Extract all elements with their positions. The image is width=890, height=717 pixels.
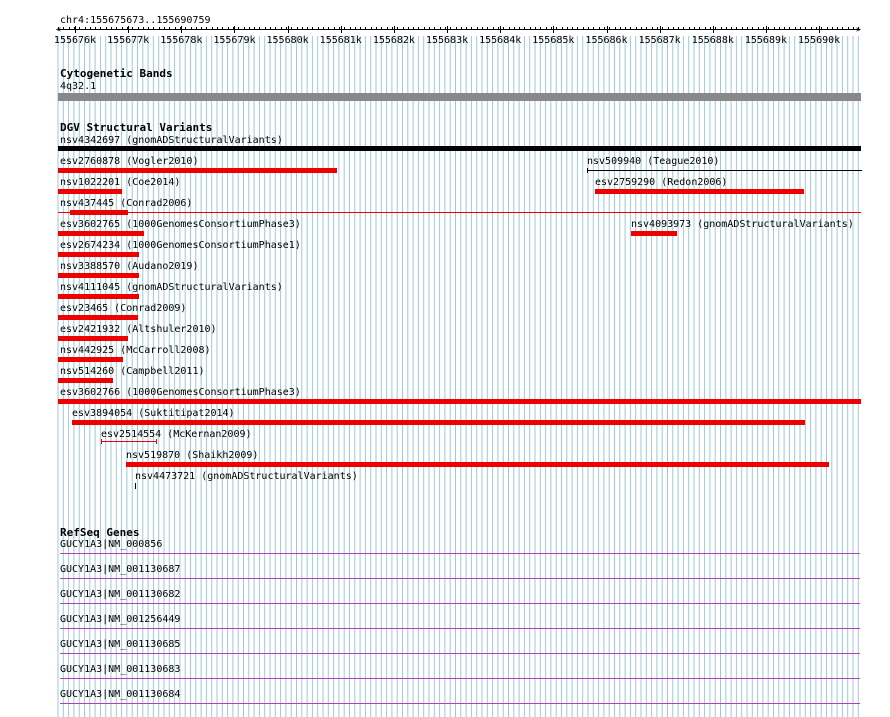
sv-label-nsv509940: nsv509940 (Teague2010) [587, 156, 720, 167]
ruler-minor-tick [265, 27, 266, 30]
ruler-tick-mark [447, 26, 448, 33]
gene-label: GUCY1A3|NM_001130685 [60, 639, 181, 650]
ruler-minor-tick [535, 27, 536, 30]
cytoband-bar[interactable] [58, 93, 861, 101]
ruler-minor-tick [100, 27, 101, 30]
ruler-minor-tick [74, 27, 75, 30]
ruler-minor-tick [498, 27, 499, 30]
ruler-minor-tick [519, 27, 520, 30]
ruler-minor-tick [249, 27, 250, 30]
sv-feature-nsv4342697[interactable] [58, 146, 861, 151]
sv-label-nsv519870: nsv519870 (Shaikh2009) [126, 450, 259, 461]
ruler-minor-tick [477, 27, 478, 30]
gene-feature[interactable] [60, 653, 860, 654]
ruler-tick-mark [713, 26, 714, 33]
ruler-minor-tick [450, 27, 451, 30]
ruler-minor-tick [334, 27, 335, 30]
ruler-minor-tick [185, 27, 186, 30]
ruler-minor-tick [461, 27, 462, 30]
ruler-minor-tick [371, 27, 372, 30]
ruler-minor-tick [657, 27, 658, 30]
ruler-minor-tick [482, 27, 483, 30]
ruler-minor-tick [774, 27, 775, 30]
ruler-minor-tick [90, 27, 91, 30]
sv-label-esv3602766: esv3602766 (1000GenomesConsortiumPhase3) [60, 387, 301, 398]
ruler-minor-tick [387, 27, 388, 30]
ruler-minor-tick [811, 27, 812, 30]
ruler-minor-tick [344, 27, 345, 30]
ruler-minor-tick [191, 27, 192, 30]
ruler-minor-tick [164, 27, 165, 30]
ruler-minor-tick [567, 27, 568, 30]
sv-label-nsv514260: nsv514260 (Campbell2011) [60, 366, 205, 377]
sv-label-nsv3388570: nsv3388570 (Audano2019) [60, 261, 199, 272]
sv-label-esv2514554: esv2514554 (McKernan2009) [101, 429, 252, 440]
ruler-tick-mark [128, 26, 129, 33]
ruler-minor-tick [599, 27, 600, 30]
ruler-minor-tick [153, 27, 154, 30]
sv-feature-nsv514260[interactable] [58, 378, 113, 383]
ruler-minor-tick [636, 27, 637, 30]
ruler-minor-tick [63, 27, 64, 30]
ruler-minor-tick [318, 27, 319, 30]
ruler-minor-tick [816, 27, 817, 30]
sv-label-nsv4342697: nsv4342697 (gnomADStructuralVariants) [60, 135, 283, 146]
ruler-minor-tick [752, 27, 753, 30]
ruler-minor-tick [668, 27, 669, 30]
ruler-left-arrow-icon: < [56, 25, 61, 34]
ruler-minor-tick [471, 27, 472, 30]
ruler-minor-tick [297, 27, 298, 30]
sv-feature-esv3602766[interactable] [58, 399, 861, 404]
ruler-minor-tick [827, 27, 828, 30]
ruler-minor-tick [376, 27, 377, 30]
ruler-minor-tick [546, 27, 547, 30]
sv-feature-nsv4111045[interactable] [58, 294, 139, 299]
ruler-minor-tick [323, 27, 324, 30]
ruler-minor-tick [434, 27, 435, 30]
ruler-minor-tick [683, 27, 684, 30]
sv-label-esv2760878: esv2760878 (Vogler2010) [60, 156, 199, 167]
ruler-minor-tick [270, 27, 271, 30]
sv-label-nsv4473721: nsv4473721 (gnomADStructuralVariants) [135, 471, 358, 482]
gene-label: GUCY1A3|NM_001130682 [60, 589, 181, 600]
ruler-minor-tick [853, 27, 854, 30]
ruler-minor-tick [705, 27, 706, 30]
ruler-minor-tick [143, 27, 144, 30]
ruler-minor-tick [509, 27, 510, 30]
ruler-minor-tick [768, 27, 769, 30]
ruler-minor-tick [784, 27, 785, 30]
ruler-minor-tick [360, 27, 361, 30]
ruler-tick-mark [500, 26, 501, 33]
ruler-minor-tick [281, 27, 282, 30]
sv-label-esv3894054: esv3894054 (Suktitipat2014) [72, 408, 235, 419]
ruler-minor-tick [350, 27, 351, 30]
sv-feature-nsv1022201[interactable] [58, 189, 122, 194]
ruler-minor-tick [355, 27, 356, 30]
ruler-minor-tick [652, 27, 653, 30]
ruler-minor-tick [212, 27, 213, 30]
ruler-minor-tick [169, 27, 170, 30]
ruler-minor-tick [392, 27, 393, 30]
ruler-minor-tick [562, 27, 563, 30]
sv-feature-esv2759290[interactable] [595, 189, 804, 194]
ruler-tick-label: 155678k [160, 35, 203, 46]
ruler-tick-mark [288, 26, 289, 33]
ruler-minor-tick [572, 27, 573, 30]
ruler-minor-tick [678, 27, 679, 30]
ruler-minor-tick [742, 27, 743, 30]
ruler-minor-tick [848, 27, 849, 30]
ruler-minor-tick [694, 27, 695, 30]
ruler-minor-tick [524, 27, 525, 30]
sv-feature-esv3894054[interactable] [72, 420, 805, 425]
ruler-minor-tick [630, 27, 631, 30]
ruler-tick-label: 155683k [425, 35, 469, 46]
sv-label-esv2421932: esv2421932 (Altshuler2010) [60, 324, 217, 335]
ruler-minor-tick [259, 27, 260, 30]
ruler-minor-tick [842, 27, 843, 30]
ruler-minor-tick [217, 27, 218, 30]
ruler-minor-tick [551, 27, 552, 30]
ruler-tick-label: 155680k [266, 35, 309, 46]
ruler-right-arrow-icon: > [856, 25, 861, 34]
ruler-minor-tick [662, 27, 663, 30]
sv-feature-esv2514554[interactable] [101, 441, 157, 442]
ruler-minor-tick [148, 27, 149, 30]
ruler-tick-mark [181, 26, 182, 33]
ruler-minor-tick [418, 27, 419, 30]
ruler-tick-mark [819, 26, 820, 33]
ruler-minor-tick [832, 27, 833, 30]
sv-feature-esv3602765[interactable] [58, 231, 144, 236]
ruler-minor-tick [381, 27, 382, 30]
ruler-minor-tick [615, 27, 616, 30]
ruler-minor-tick [800, 27, 801, 30]
sv-feature-nsv442925[interactable] [58, 357, 123, 362]
ruler-minor-tick [116, 27, 117, 30]
gene-label: GUCY1A3|NM_000856 [60, 539, 163, 550]
ruler-minor-tick [424, 27, 425, 30]
ruler-minor-tick [291, 27, 292, 30]
ruler-minor-tick [493, 27, 494, 30]
sv-feature-nsv3388570[interactable] [58, 273, 139, 278]
ruler-tick-label: 155681k [319, 35, 362, 46]
ruler-minor-tick [641, 27, 642, 30]
gene-label: GUCY1A3|NM_001130683 [60, 664, 181, 675]
ruler-minor-tick [95, 27, 96, 30]
ruler-minor-tick [233, 27, 234, 30]
sv-feature-nsv519870[interactable] [126, 462, 829, 467]
sv-label-nsv442925: nsv442925 (McCarroll2008) [60, 345, 211, 356]
ruler-tick-mark [341, 26, 342, 33]
ruler-minor-tick [180, 27, 181, 30]
ruler-minor-tick [312, 27, 313, 30]
ruler-minor-tick [805, 27, 806, 30]
locus-label: chr4:155675673..155690759 [60, 15, 211, 26]
ruler-minor-tick [466, 27, 467, 30]
ruler-minor-tick [487, 27, 488, 30]
sv-feature-esv2421932[interactable] [58, 336, 128, 341]
sv-feature-nsv509940[interactable] [587, 170, 862, 171]
ruler-minor-tick [85, 27, 86, 30]
ruler-minor-tick [609, 27, 610, 30]
ruler-minor-tick [577, 27, 578, 30]
ruler-minor-tick [795, 27, 796, 30]
sv-label-nsv4093973: nsv4093973 (gnomADStructuralVariants) [631, 219, 854, 230]
sv-feature-esv23465[interactable] [58, 315, 138, 320]
ruler-tick-label: 155686k [585, 35, 628, 46]
sv-label-nsv1022201: nsv1022201 (Coe2014) [60, 177, 181, 188]
ruler-minor-tick [456, 27, 457, 30]
ruler-minor-tick [106, 27, 107, 30]
ruler-tick-label: 155682k [372, 35, 415, 46]
ruler-minor-tick [275, 27, 276, 30]
ruler-tick-label: 155689k [744, 35, 788, 46]
ruler-minor-tick [689, 27, 690, 30]
ruler-axis[interactable] [58, 29, 860, 30]
ruler-minor-tick [763, 27, 764, 30]
ruler-minor-tick [408, 27, 409, 30]
gene-feature[interactable] [60, 603, 860, 604]
ruler-minor-tick [201, 27, 202, 30]
ruler-tick-mark [660, 26, 661, 33]
ruler-minor-tick [132, 27, 133, 30]
sv-label-esv2759290: esv2759290 (Redon2006) [595, 177, 728, 188]
ruler-minor-tick [175, 27, 176, 30]
ruler-minor-tick [138, 27, 139, 30]
ruler-minor-tick [206, 27, 207, 30]
gene-label: GUCY1A3|NM_001130687 [60, 564, 181, 575]
ruler-minor-tick [111, 27, 112, 30]
ruler-minor-tick [699, 27, 700, 30]
ruler-minor-tick [514, 27, 515, 30]
gene-label: GUCY1A3|NM_001256449 [60, 614, 181, 625]
sv-feature-nsv509940-start [587, 168, 588, 173]
ruler-minor-tick [530, 27, 531, 30]
ruler-minor-tick [821, 27, 822, 30]
ruler-tick-mark [607, 26, 608, 33]
ruler-minor-tick [620, 27, 621, 30]
sv-label-nsv437445: nsv437445 (Conrad2006) [60, 198, 193, 209]
gene-feature[interactable] [60, 678, 860, 679]
ruler-minor-tick [726, 27, 727, 30]
sv-feature-esv2674234[interactable] [58, 252, 139, 257]
dgv-track-title: DGV Structural Variants [60, 121, 213, 134]
ruler-minor-tick [588, 27, 589, 30]
ruler-minor-tick [503, 27, 504, 30]
ruler-minor-tick [736, 27, 737, 30]
ruler-tick-label: 155687k [638, 35, 681, 46]
gene-feature[interactable] [60, 553, 860, 554]
ruler-minor-tick [413, 27, 414, 30]
ruler-tick-label: 155688k [691, 35, 734, 46]
sv-label-esv3602765: esv3602765 (1000GenomesConsortiumPhase3) [60, 219, 301, 230]
ruler-minor-tick [837, 27, 838, 30]
ruler-tick-label: 155679k [213, 35, 256, 46]
sv-label-nsv4111045: nsv4111045 (gnomADStructuralVariants) [60, 282, 283, 293]
ruler-minor-tick [747, 27, 748, 30]
ruler-minor-tick [307, 27, 308, 30]
ruler-minor-tick [302, 27, 303, 30]
cytoband-label: 4q32.1 [60, 81, 97, 92]
ruler-minor-tick [593, 27, 594, 30]
ruler-minor-tick [625, 27, 626, 30]
ruler-minor-tick [429, 27, 430, 30]
ruler-tick-mark [75, 26, 76, 33]
ruler-minor-tick [69, 27, 70, 30]
ruler-minor-tick [789, 27, 790, 30]
ruler-minor-tick [646, 27, 647, 30]
ruler-minor-tick [286, 27, 287, 30]
ruler-minor-tick [159, 27, 160, 30]
ruler-minor-tick [339, 27, 340, 30]
gene-feature[interactable] [60, 703, 860, 704]
ruler-tick-label: 155685k [532, 35, 575, 46]
ruler-minor-tick [254, 27, 255, 30]
ruler-minor-tick [328, 27, 329, 30]
ruler-minor-tick [397, 27, 398, 30]
ruler-minor-tick [583, 27, 584, 30]
refseq-track-title: RefSeq Genes [60, 526, 140, 539]
ruler-minor-tick [403, 27, 404, 30]
ruler-minor-tick [721, 27, 722, 30]
ruler-tick-mark [234, 26, 235, 33]
ruler-minor-tick [673, 27, 674, 30]
ruler-minor-tick [79, 27, 80, 30]
ruler-tick-mark [553, 26, 554, 33]
sv-feature-nsv4473721[interactable] [135, 483, 136, 489]
ruler-tick-label: 155677k [107, 35, 150, 46]
ruler-minor-tick [604, 27, 605, 30]
ruler-tick-label: 155690k [798, 35, 841, 46]
sv-feature-nsv4093973[interactable] [631, 231, 677, 236]
ruler-tick-mark [394, 26, 395, 33]
ruler-minor-tick [758, 27, 759, 30]
gene-feature[interactable] [60, 628, 860, 629]
ruler-minor-tick [122, 27, 123, 30]
ruler-minor-tick [222, 27, 223, 30]
ruler-minor-tick [540, 27, 541, 30]
ruler-minor-tick [228, 27, 229, 30]
gene-feature[interactable] [60, 578, 860, 579]
ruler-tick-mark [766, 26, 767, 33]
sv-label-esv2674234: esv2674234 (1000GenomesConsortiumPhase1) [60, 240, 301, 251]
sv-feature-esv2760878[interactable] [58, 168, 337, 173]
ruler-tick-label: 155676k [53, 35, 97, 46]
ruler-minor-tick [238, 27, 239, 30]
sv-label-esv23465: esv23465 (Conrad2009) [60, 303, 187, 314]
ruler-tick-label: 155684k [479, 35, 522, 46]
ruler-minor-tick [779, 27, 780, 30]
ruler-minor-tick [244, 27, 245, 30]
ruler-minor-tick [440, 27, 441, 30]
ruler-minor-tick [445, 27, 446, 30]
ruler-minor-tick [196, 27, 197, 30]
ruler-minor-tick [731, 27, 732, 30]
ruler-minor-tick [710, 27, 711, 30]
ruler-minor-tick [715, 27, 716, 30]
sv-separator-line [58, 212, 861, 213]
ruler-minor-tick [365, 27, 366, 30]
ruler-minor-tick [127, 27, 128, 30]
gene-label: GUCY1A3|NM_001130684 [60, 689, 181, 700]
cytobands-track-title: Cytogenetic Bands [60, 67, 173, 80]
ruler-minor-tick [556, 27, 557, 30]
